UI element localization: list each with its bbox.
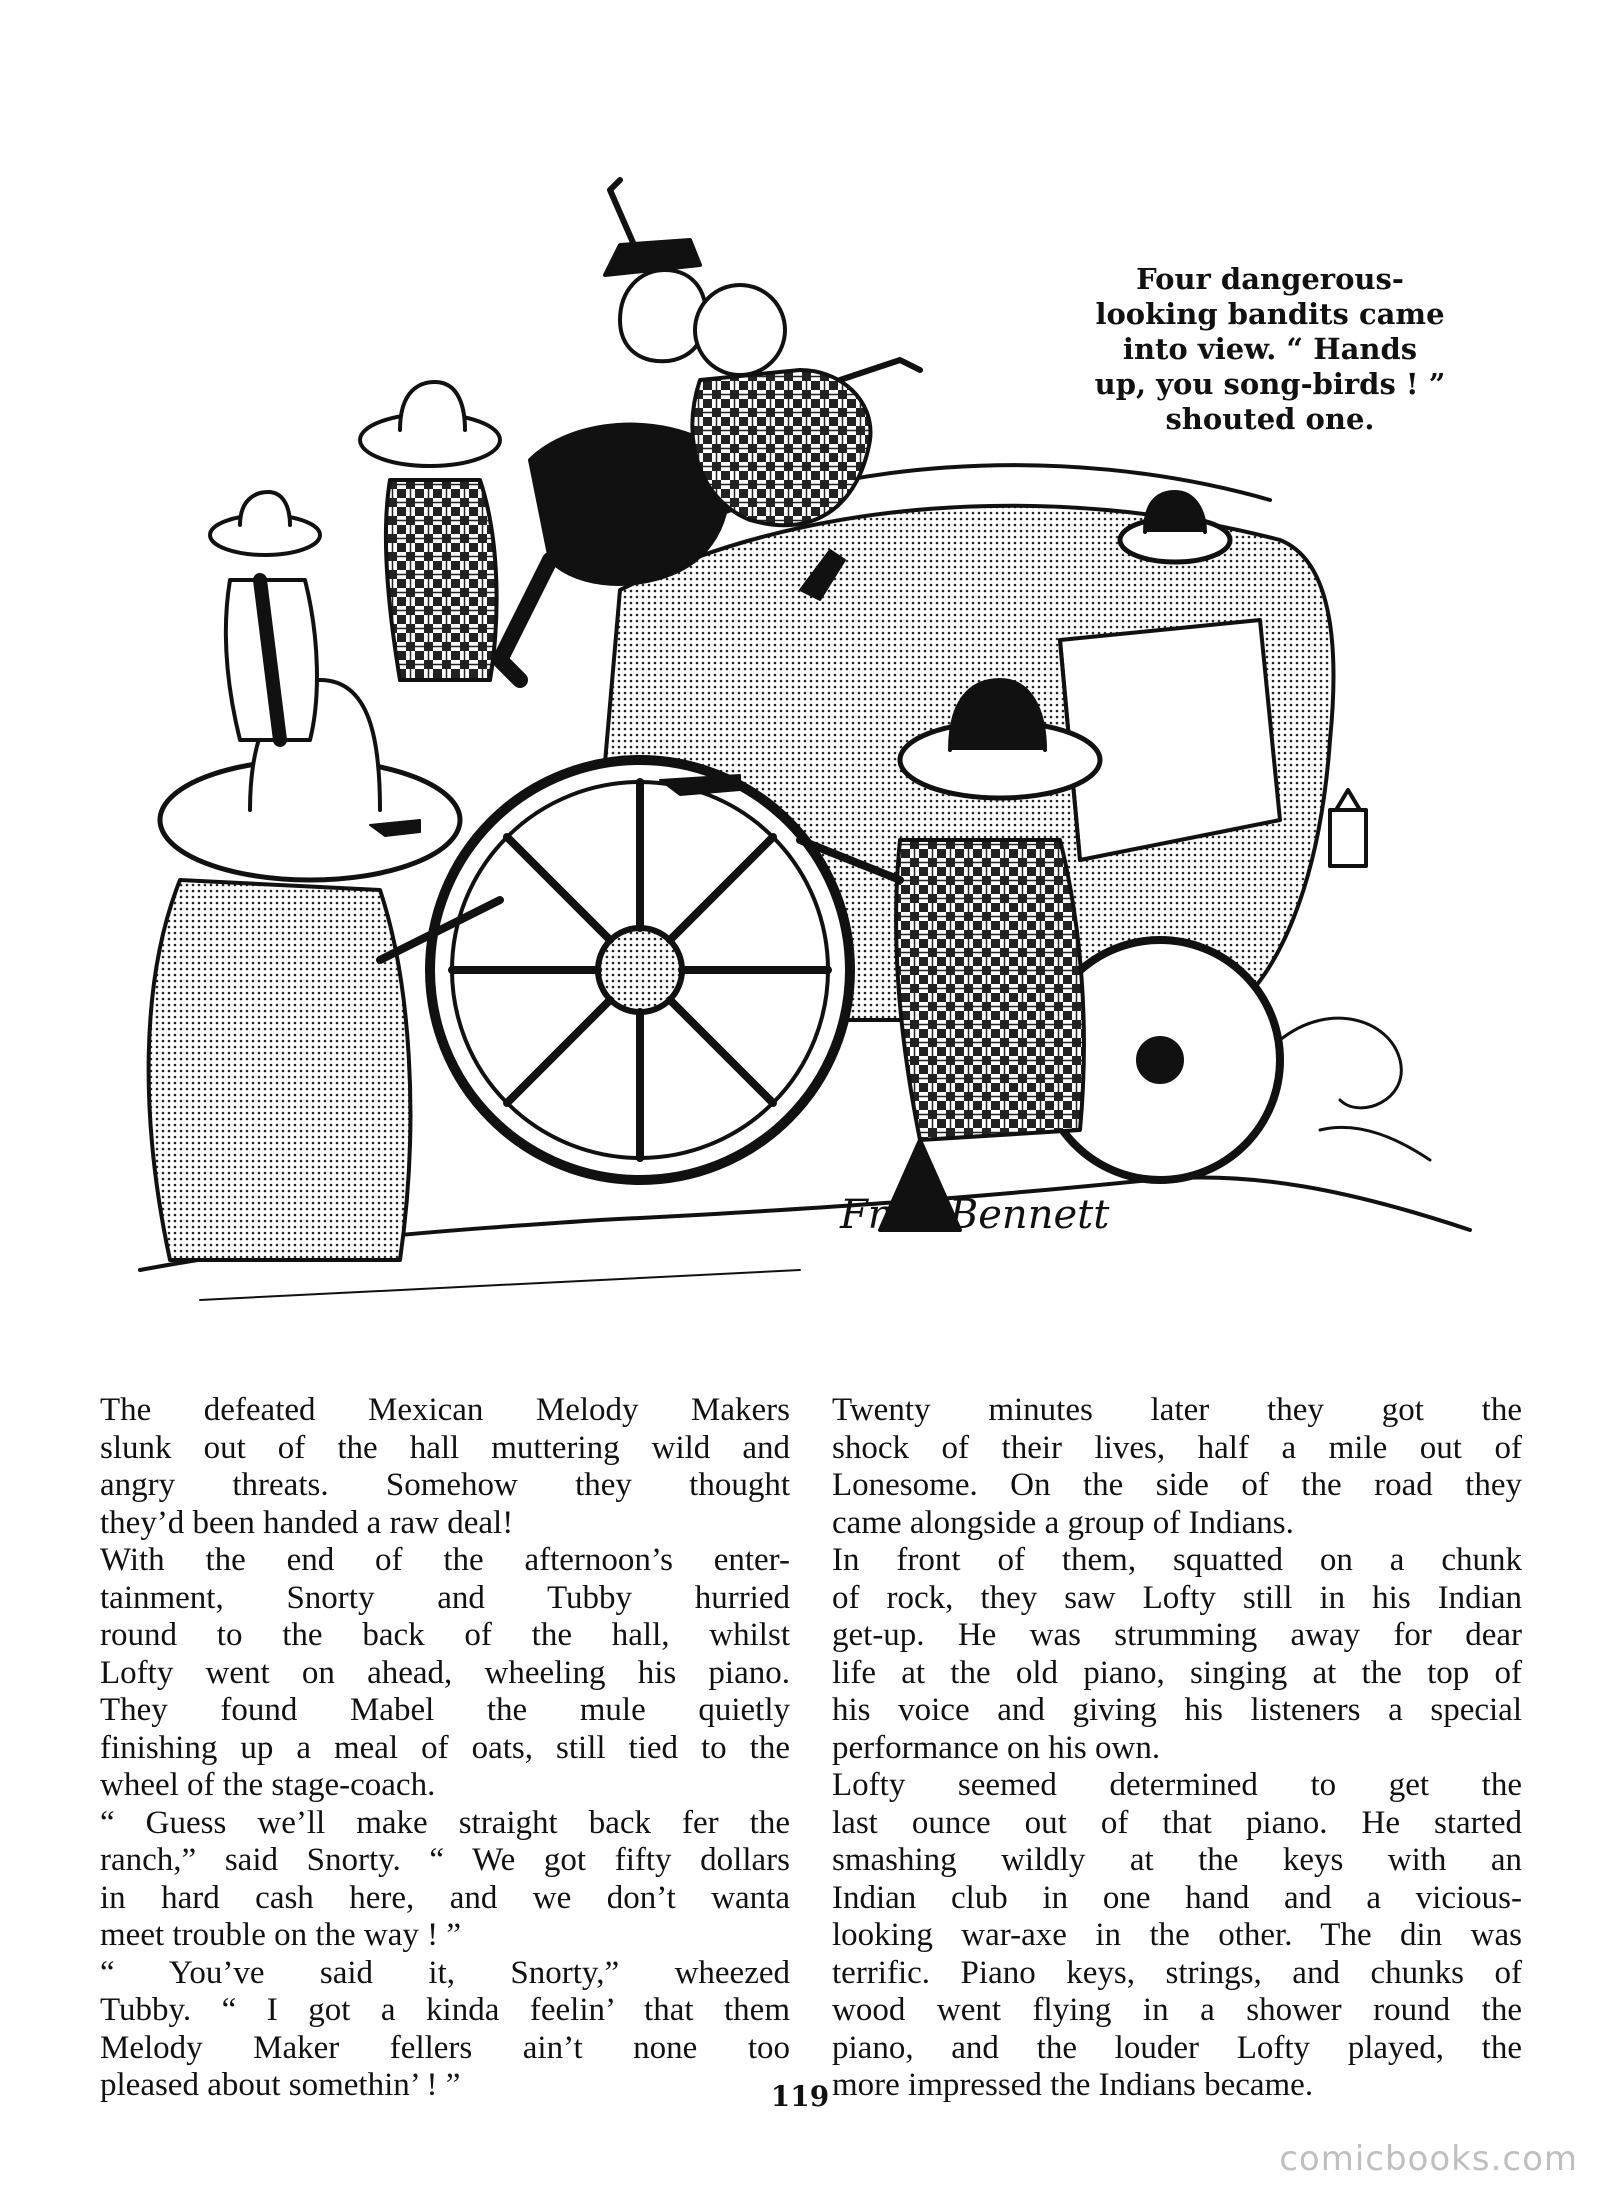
illustration-caption [1090, 262, 1450, 437]
text-line: terrific. Piano keys, strings, and chunks of [832, 1954, 1522, 1991]
text-line: tainment, Snorty and Tubby hurried [100, 1579, 790, 1616]
text-line: Lonesome. On the side of the road they [832, 1467, 1522, 1503]
caption-line: Four dangerous- [1136, 262, 1404, 296]
right-text-column [832, 1392, 1522, 2105]
paragraph [100, 1392, 790, 1542]
text-line: With the end of the afternoon’s enter- [100, 1542, 790, 1578]
paragraph [100, 1805, 790, 1955]
text-line: ranch,” said Snorty. “ We got fifty dollars [100, 1842, 790, 1878]
paragraph [832, 1767, 1522, 2105]
watermark: comicbooks.com [1279, 2139, 1578, 2179]
text-line: The defeated Mexican Melody Makers [100, 1392, 790, 1428]
text-line: smashing wildly at the keys with an [832, 1842, 1522, 1878]
text-line: looking war-axe in the other. The din was [832, 1917, 1522, 1953]
text-line: shock of their lives, half a mile out of [832, 1429, 1522, 1466]
text-line: In front of them, squatted on a chunk [832, 1542, 1522, 1578]
text-line: performance on his own. [832, 1729, 1161, 1766]
text-line: wheel of the stage-coach. [100, 1767, 436, 1803]
text-line: finishing up a meal of oats, still tied to the [100, 1729, 790, 1766]
text-line: more impressed the Indians became. [832, 2067, 1314, 2103]
paragraph [832, 1392, 1522, 1542]
paragraph [100, 1542, 790, 1805]
left-text-column [100, 1392, 790, 2105]
text-line: slunk out of the hall muttering wild and [100, 1429, 790, 1466]
text-line: meet trouble on the way ! ” [100, 1917, 462, 1953]
text-line: Tubby. “ I got a kinda feelin’ that them [100, 1992, 790, 2028]
text-line: last ounce out of that piano. He started [832, 1804, 1522, 1841]
text-line: “ Guess we’ll make straight back fer the [100, 1804, 790, 1841]
paragraph [832, 1542, 1522, 1767]
text-line: they’d been handed a raw deal! [100, 1504, 514, 1541]
text-line: Lofty seemed determined to get the [832, 1767, 1522, 1803]
text-line: Twenty minutes later they got the [832, 1392, 1522, 1428]
caption-line: into view. “ Hands [1122, 332, 1418, 366]
text-line: They found Mabel the mule quietly [100, 1692, 790, 1728]
text-line: of rock, they saw Lofty still in his Indian [832, 1579, 1522, 1616]
text-line: life at the old piano, singing at the top of [832, 1654, 1522, 1691]
text-line: get-up. He was strumming away for dear [832, 1617, 1522, 1653]
text-line: pleased about somethin’ ! ” [100, 2067, 461, 2103]
text-line: wood went flying in a shower round the [832, 1992, 1522, 2028]
text-line: piano, and the louder Lofty played, the [832, 2029, 1522, 2066]
text-line: Melody Maker fellers ain’t none too [100, 2029, 790, 2066]
text-line: Lofty went on ahead, wheeling his piano. [100, 1654, 790, 1691]
text-line: “ You’ve said it, Snorty,” wheezed [100, 1954, 790, 1991]
text-line: round to the back of the hall, whilst [100, 1617, 790, 1653]
caption-line: shouted one. [1165, 402, 1375, 436]
text-line: angry threats. Somehow they thought [100, 1467, 790, 1503]
text-line: his voice and giving his listeners a special [832, 1692, 1522, 1728]
caption-line: up, you song-birds ! ” [1094, 367, 1446, 401]
caption-line: looking bandits came [1095, 297, 1445, 331]
page-number: 119 [770, 2080, 830, 2113]
artist-signature: Fred Bennett [840, 1192, 1110, 1238]
text-line: in hard cash here, and we don’t wanta [100, 1879, 790, 1916]
text-line: Indian club in one hand and a vicious- [832, 1879, 1522, 1916]
text-line: came alongside a group of Indians. [832, 1504, 1294, 1541]
